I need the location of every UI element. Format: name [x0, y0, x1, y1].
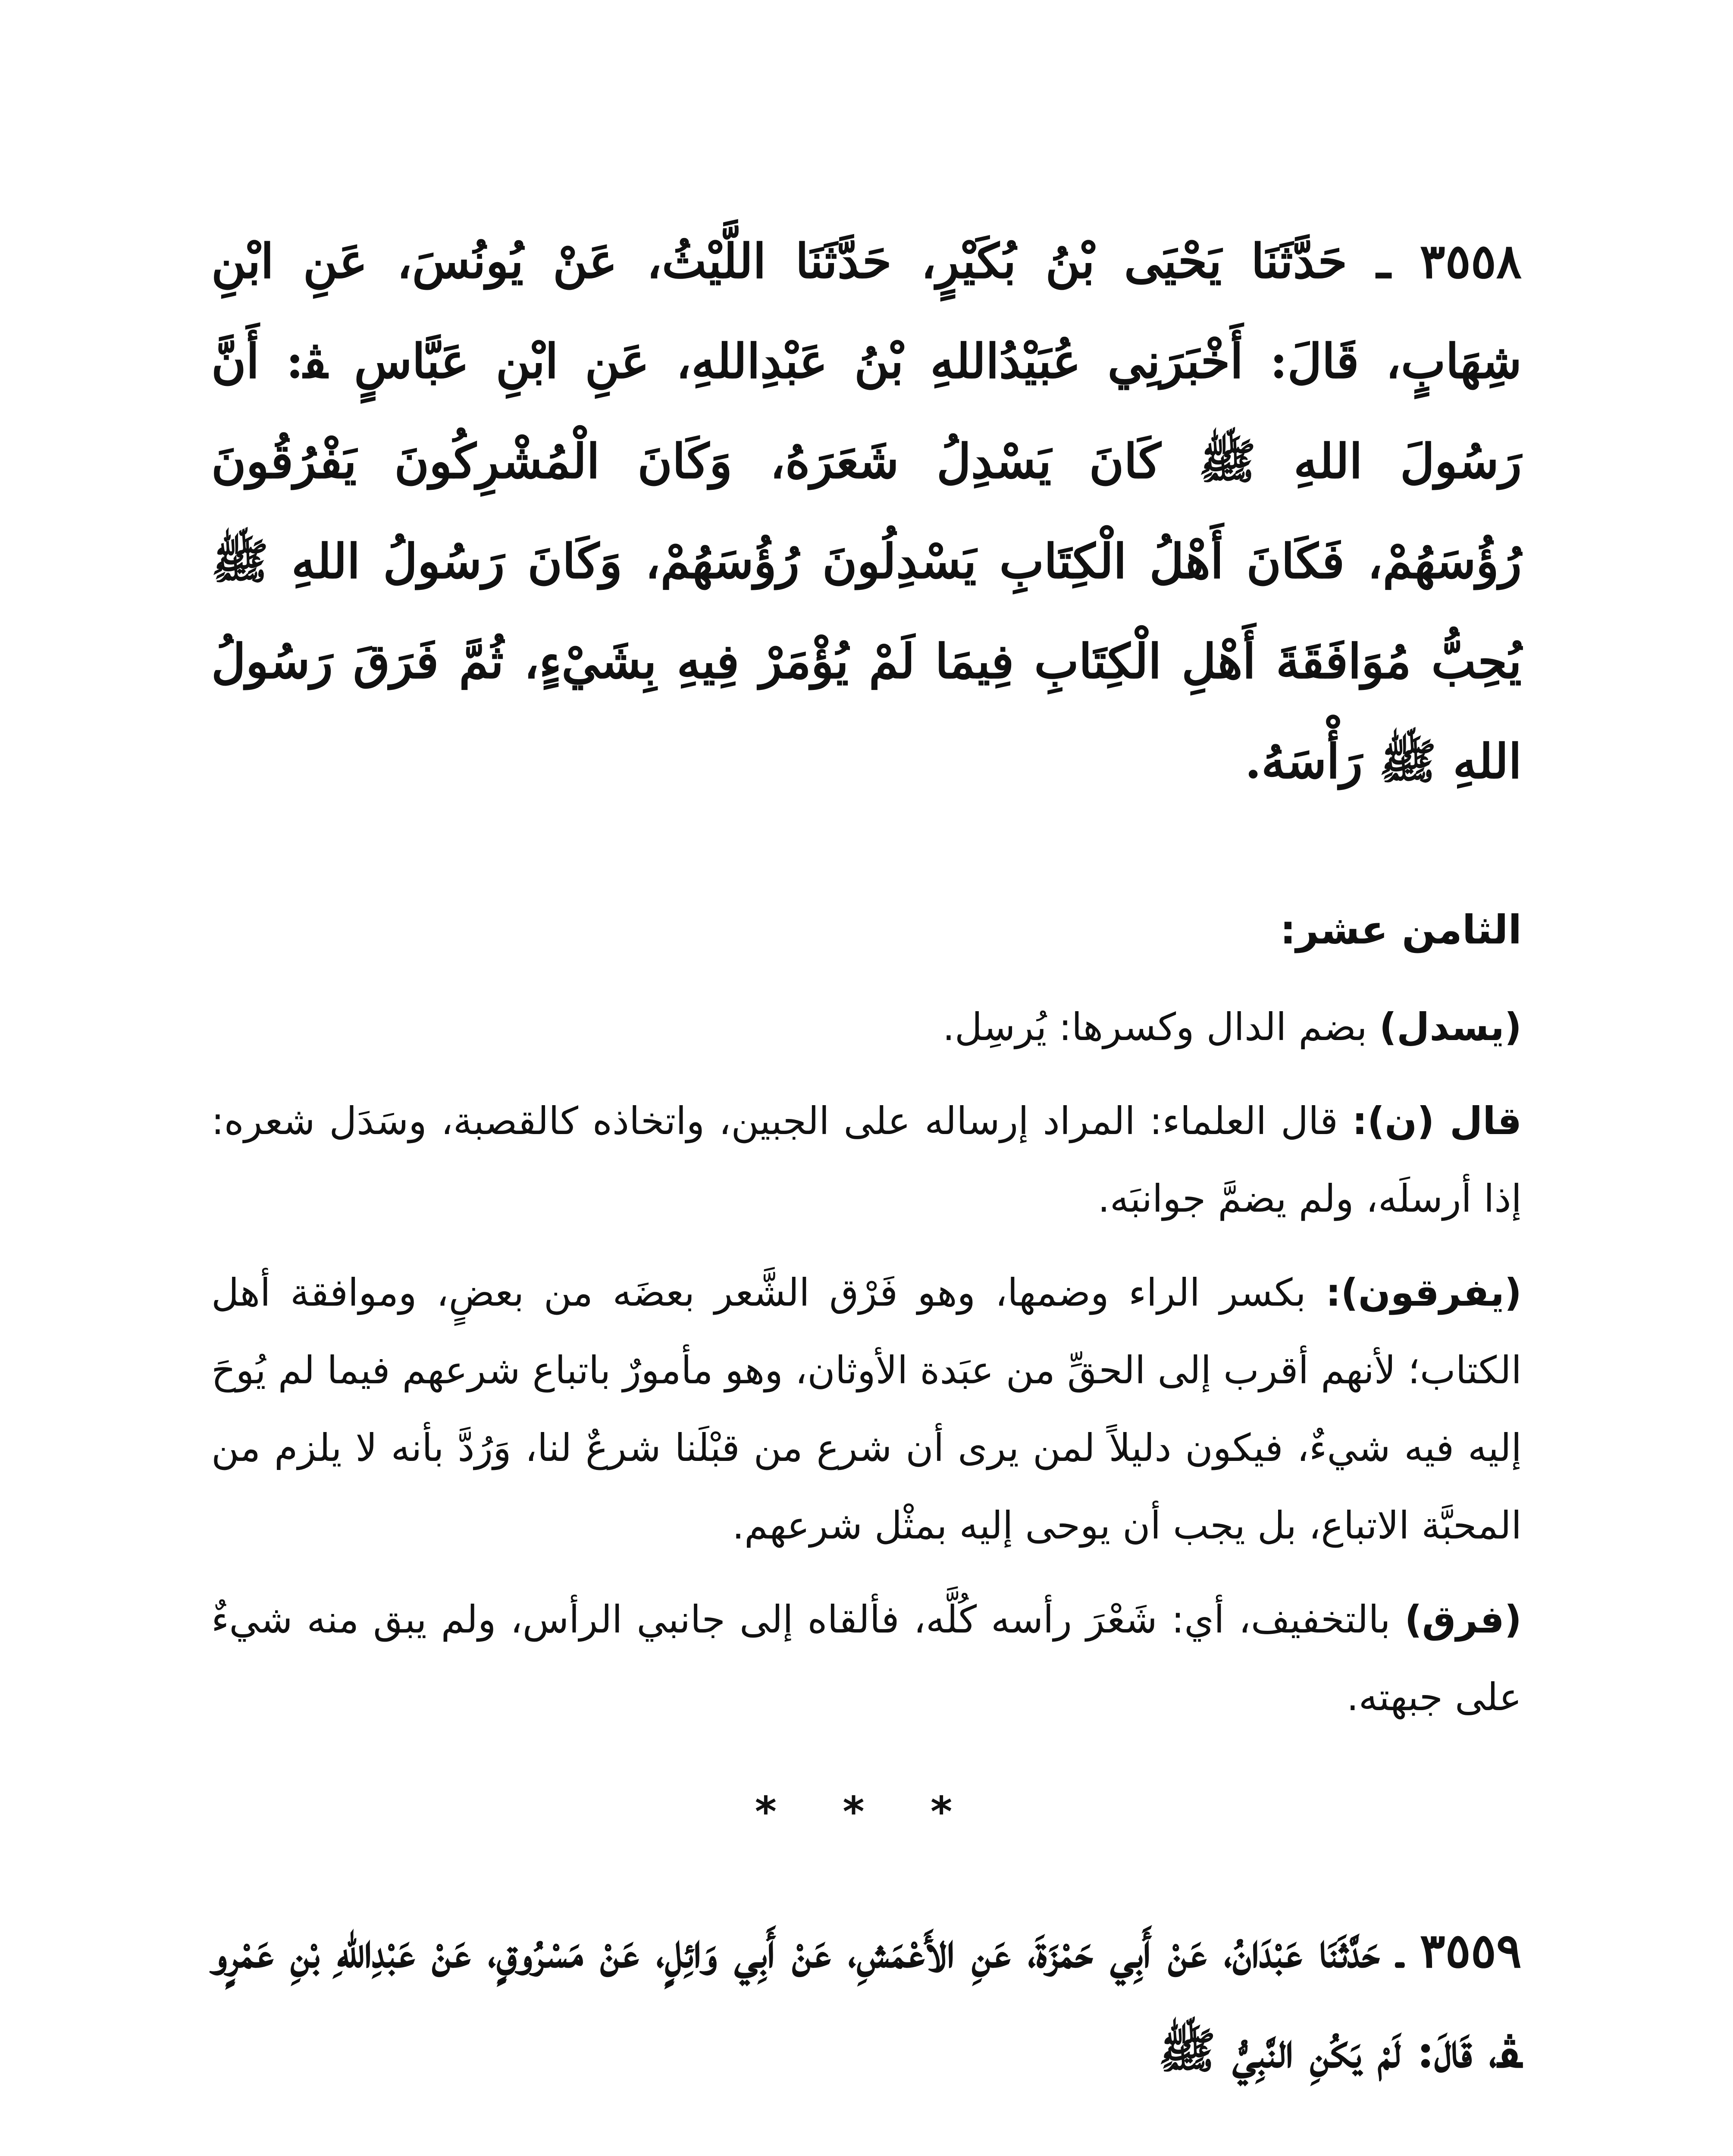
hadith-number: ٣٥٥٨ ـ [1376, 233, 1522, 289]
hadith-3558 [211, 211, 1522, 812]
commentary-term: (فرق) [1404, 1597, 1522, 1642]
section-separator: * * * [755, 1788, 978, 1836]
commentary-paragraph [211, 988, 1522, 1066]
commentary-term: (يفرقون): [1326, 1270, 1522, 1315]
hadith-text: حَدَّثَنَا عَبْدَانُ، عَنْ أَبِي حَمْزَةَ، عَنِ الأَعْمَشِ، عَنْ أَبِي وَائِلٍ، عَنْ مَسْرُوقٍ، عَنْ عَبْدِاللهِ بْنِ عَمْرٍو ﭭ، قَالَ: لَمْ يَكُنِ النَّبِيُّ ﷺ [211, 1923, 1522, 2078]
hadith-3559 [211, 1901, 1522, 2101]
commentary-text: بالتخفيف، أي: شَعْرَ رأسه كُلَّه، فألقاه إلى جانبي الرأس، ولم يبق منه شيءٌ على جبهته. [211, 1597, 1522, 1719]
commentary-paragraph [211, 1581, 1522, 1736]
commentary-paragraph [211, 1082, 1522, 1238]
commentary-text: بضم الدال وكسرها: يُرسِل. [942, 1005, 1379, 1049]
commentary-term: (يسدل) [1379, 1005, 1522, 1049]
hadith-number: ٣٥٥٩ ـ [1397, 1923, 1522, 1978]
commentary-heading: الثامن عشر: [1280, 907, 1522, 953]
commentary-text: قال العلماء: المراد إرساله على الجبين، واتخاذه كالقصبة، وسَدَل شعره: إذا أرسلَه، ولم يضمَّ جوانبَه. [211, 1099, 1522, 1221]
commentary-term: قال (ن): [1352, 1099, 1522, 1143]
commentary-text: بكسر الراء وضمها، وهو فَرْق الشَّعر بعضَه من بعضٍ، وموافقة أهل الكتاب؛ لأنهم أقرب إلى الحقِّ من عبَدة الأوثان، وهو مأمورٌ باتباع شرعهم فيما لم يُوحَ إليه فيه شيءٌ، فيكون دليلاً لمن يرى أن شرع من قبْلَنا شرعٌ لنا، وَرُدَّ بأنه لا يلزم من المحبَّة الاتباع، بل يجب أن يوحى إليه بمثْل شرعهم. [211, 1270, 1522, 1548]
commentary-paragraph [211, 1254, 1522, 1564]
hadith-text: حَدَّثَنَا يَحْيَى بْنُ بُكَيْرٍ، حَدَّثَنَا اللَّيْثُ، عَنْ يُونُسَ، عَنِ ابْنِ شِهَابٍ، قَالَ: أَخْبَرَنِي عُبَيْدُاللهِ بْنُ عَبْدِاللهِ، عَنِ ابْنِ عَبَّاسٍ ﭭ: أَنَّ رَسُولَ اللهِ ﷺ كَانَ يَسْدِلُ شَعَرَهُ، وَكَانَ الْمُشْرِكُونَ يَفْرُقُونَ رُؤُسَهُمْ، فَكَانَ أَهْلُ الْكِتَابِ يَسْدِلُونَ رُؤُسَهُمْ، وَكَانَ رَسُولُ اللهِ ﷺ يُحِبُّ مُوَافَقَةَ أَهْلِ الْكِتَابِ فِيمَا لَمْ يُؤْمَرْ فِيهِ بِشَيْءٍ، ثُمَّ فَرَقَ رَسُولُ اللهِ ﷺ رَأْسَهُ. [211, 233, 1522, 789]
